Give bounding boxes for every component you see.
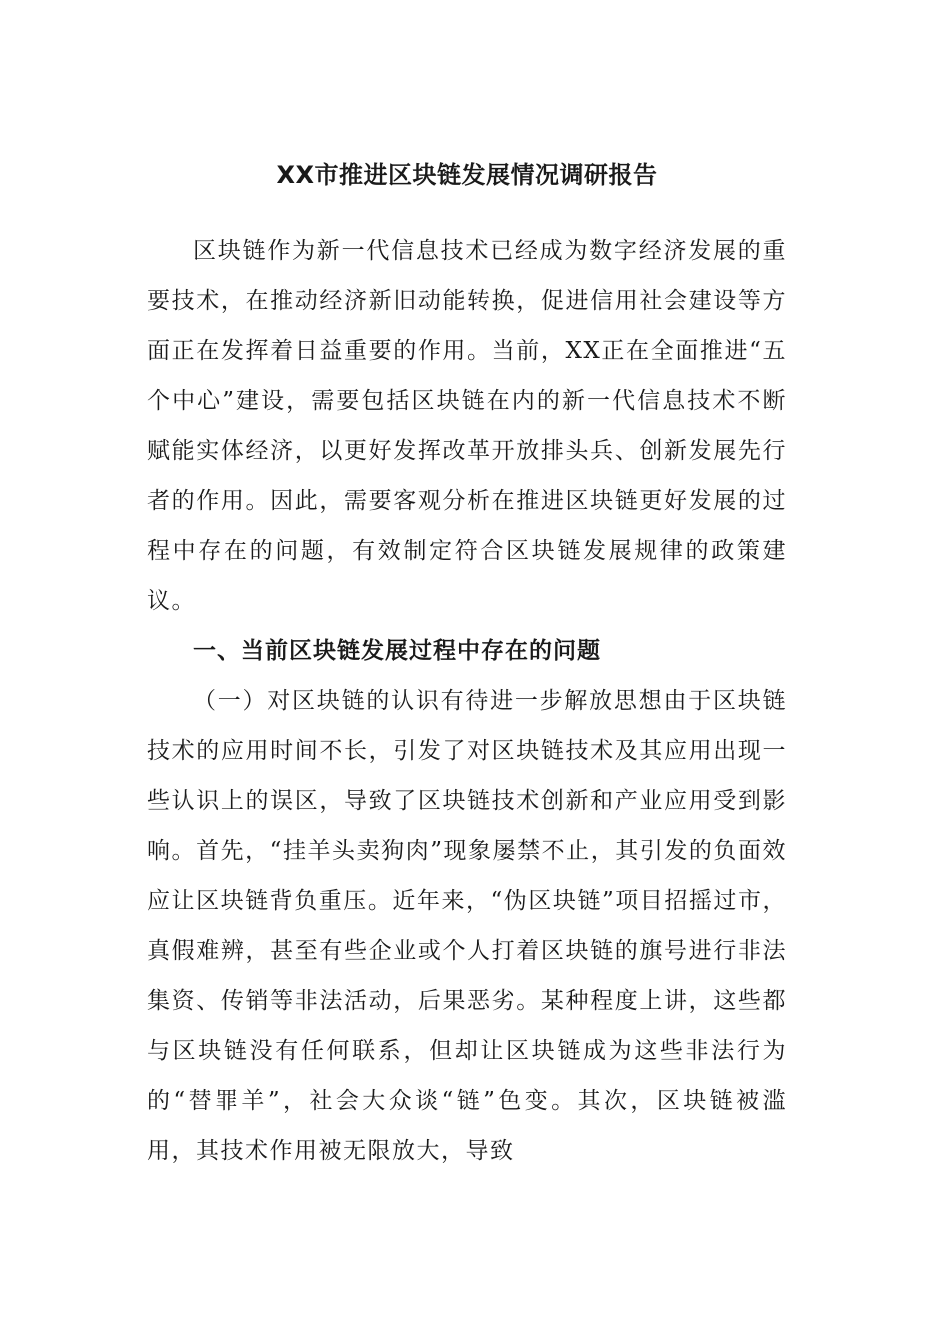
document-body: [147, 150, 787, 1176]
section-paragraph: （一）对区块链的认识有待进一步解放思想由于区块链技术的应用时间不长，引发了对区块链技术及其应用出现一些认识上的误区，导致了区块链技术创新和产业应用受到影响。首先，“挂羊头卖狗肉”现象屡禁不止，其引发的负面效应让区块链背负重压。近年来，“伪区块链”项目招摇过市，真假难辨，甚至有些企业或个人打着区块链的旗号进行非法集资、传销等非法活动，后果恶劣。某种程度上讲，这些都与区块链没有任何联系，但却让区块链成为这些非法行为的“替罪羊”，社会大众谈“链”色变。其次，区块链被滥用，其技术作用被无限放大，导致: [147, 688, 787, 1164]
section-heading: 一、当前区块链发展过程中存在的问题: [193, 638, 601, 664]
document-title: XX市推进区块链发展情况调研报告: [276, 161, 658, 189]
intro-paragraph: 区块链作为新一代信息技术已经成为数字经济发展的重要技术，在推动经济新旧动能转换，促进信用社会建设等方面正在发挥着日益重要的作用。当前，XX正在全面推进“五个中心”建设，需要包括区块链在内的新一代信息技术不断赋能实体经济，以更好发挥改革开放排头兵、创新发展先行者的作用。因此，需要客观分析在推进区块链更好发展的过程中存在的问题，有效制定符合区块链发展规律的政策建议。: [147, 238, 787, 614]
